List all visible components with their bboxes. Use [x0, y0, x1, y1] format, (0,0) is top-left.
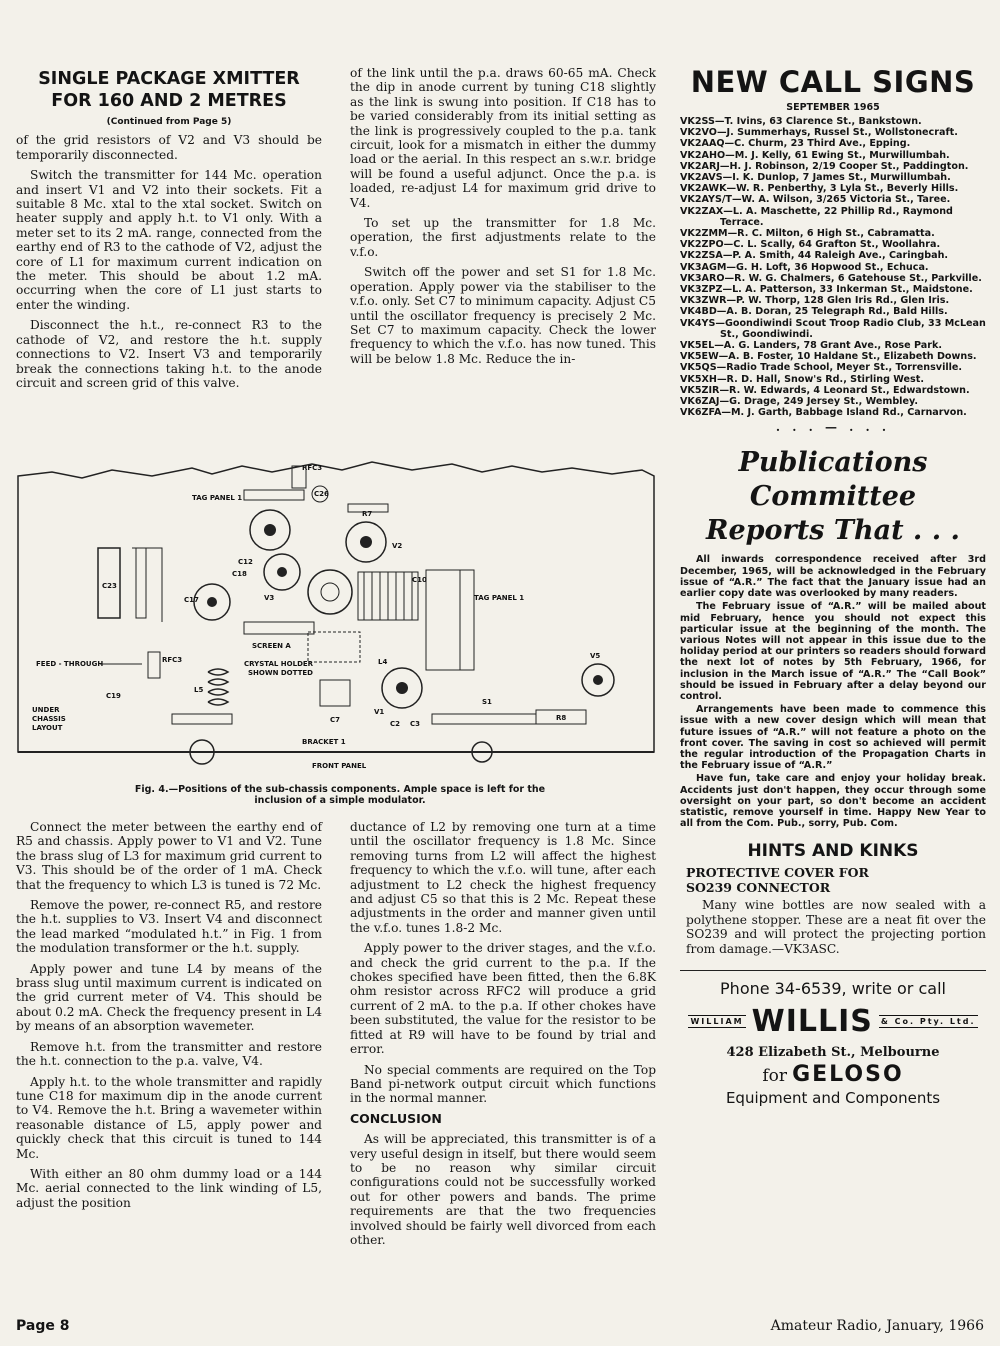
- publications-body: [680, 554, 986, 829]
- call-sign-list: [680, 116, 986, 418]
- new-call-signs-month: SEPTEMBER 1965: [786, 102, 880, 113]
- article-title-line-1: SINGLE PACKAGE XMITTER: [38, 69, 300, 89]
- publications-title: [680, 446, 986, 548]
- separator: . . . — . . .: [775, 420, 891, 435]
- paragraph: Apply power and tune L4 by means of the brass slug until maximum current is indicated on the grid current meter of V4. This should be about 0.2 mA. Check the frequency present in L4 by means of an absorption wavemeter.: [16, 961, 322, 1034]
- continued-note: (Continued from Page 5): [106, 117, 232, 127]
- list-item: VK3ZPZ—L. A. Patterson, 33 Inkerman St., Maidstone.: [680, 284, 973, 296]
- list-item: VK6ZAJ—G. Drage, 249 Jersey St., Wembley.: [680, 396, 918, 408]
- paragraph: of the link until the p.a. draws 60-65 mA. Check the dip in anode current by tuning C18 slightly as the link is swung into position. If C18 has to be varied considerably from its initial setting as the link is progressively coupled to the p.a. tank circuit, look for a mismatch in either the dummy load or the aerial. In this respect an s.w.r. bridge will be found a useful adjunct. Once the p.a. is loaded, re-adjust L4 for maximum grid drive to V4.: [350, 66, 656, 210]
- paragraph: No special comments are required on the Top Band pi-network output circuit which functions in the normal manner.: [350, 1062, 656, 1106]
- list-item: VK3AGM—G. H. Loft, 36 Hopwood St., Echuca.: [680, 261, 929, 273]
- label-under: UNDER: [32, 706, 60, 714]
- list-item: VK2AYS/T—W. A. Wilson, 3/265 Victoria St., Taree.: [680, 194, 951, 206]
- label-layout: LAYOUT: [32, 724, 63, 732]
- paragraph: Switch off the power and set S1 for 1.8 Mc. operation. Apply power via the stabiliser to the v.f.o. only. Set C7 to minimum capacity. Adjust C5 until the oscillator frequency is precisely 2 Mc. Set C7 to maximum capacity. Check the lower frequency to which the v.f.o. has now tuned. This will be below 1.8 Mc. Reduce the in-: [350, 265, 656, 366]
- label-r7: R7: [362, 510, 373, 518]
- list-item: VK3ZWR—P. W. Thorp, 128 Glen Iris Rd., Glen Iris.: [680, 295, 950, 307]
- list-item: VK2AHO—M. J. Kelly, 61 Ewing St., Murwillumbah.: [680, 149, 950, 161]
- label-bracket-1: BRACKET 1: [302, 738, 346, 746]
- paragraph: ductance of L2 by removing one turn at a time until the oscillator frequency is 1.8 Mc. Since removing turns from L2 will affect the highest frequency to which the v.f.o. will tune, after each adjustment to L2 check the highest frequency and adjust C5 so that this is 2 Mc. Repeat these adjustments in the order and manner given until the v.f.o. tunes 1.8-2 Mc.: [350, 820, 656, 935]
- list-item: VK2ZSA—P. A. Smith, 44 Raleigh Ave., Caringbah.: [680, 250, 949, 262]
- caption-line-2: inclusion of a simple modulator.: [254, 795, 426, 806]
- article-column-2-bottom: [350, 820, 656, 1253]
- issue-line: Amateur Radio, January, 1966: [770, 1318, 984, 1334]
- label-l5: L5: [194, 686, 204, 694]
- paragraph: of the grid resistors of V2 and V3 should be temporarily disconnected.: [16, 133, 322, 162]
- ad-willis-logo: [680, 1004, 986, 1039]
- paragraph: Remove the power, re-connect R5, and restore the h.t. supplies to V3. Insert V4 and disconnect the lead marked “modulated h.t.” in Fig. 1 from the modulation transformer or the h.t. supply.: [16, 898, 322, 956]
- article-column-1-bottom: [16, 820, 322, 1216]
- label-front-panel: FRONT PANEL: [312, 762, 367, 770]
- hints-body: Many wine bottles are now sealed with a polythene stopper. These are a neat fit over the SO239 and will protect the projecting portion from damage.—VK3ASC.: [686, 898, 986, 956]
- label-v3: V3: [264, 594, 275, 602]
- caption-line-1: Fig. 4.—Positions of the sub-chassis components. Ample space is left for the: [134, 784, 546, 795]
- article-title-line-2: FOR 160 AND 2 METRES: [51, 91, 287, 111]
- paragraph: Switch the transmitter for 144 Mc. operation and insert V1 and V2 into their sockets. Fit a suitable 8 Mc. xtal to the xtal socket. Switch on heater supply and apply h.t. to V1 only. With a meter set to its 2 mA. range, connected from the earthy end of R3 to the cathode of V2, adjust the core of L1 for maximum current indication on the meter. This should be about 1.2 mA. occurring when the core of L1 just starts to enter the winding.: [16, 168, 322, 312]
- list-item: VK5XH—R. D. Hall, Snow's Rd., Stirling West.: [680, 373, 924, 385]
- list-item: VK6ZFA—M. J. Garth, Babbage Island Rd., Carnarvon.: [680, 407, 967, 419]
- paragraph: The February issue of “A.R.” will be mailed about mid February, hence you should not expect this particular issue at the beginning of the month. The various Notes will not appear in this issue due to the holiday period at our printers so readers should forward the next lot of notes by 5th February, 1966, for inclusion in the March issue of “A.R.” The “Call Book” should be issued in February after a delay beyond our control.: [680, 601, 986, 702]
- right-column: [680, 64, 986, 1107]
- label-chassis: CHASSIS: [32, 715, 66, 723]
- list-item: VK5ZIR—R. W. Edwards, 4 Leonard St., Edwardstown.: [680, 384, 970, 396]
- list-item: VK5QS—Radio Trade School, Meyer St., Torrensville.: [680, 362, 963, 374]
- label-c26: C26: [314, 490, 329, 498]
- willis-advertisement: [680, 970, 986, 1107]
- list-item: VK2ZPO—C. L. Scally, 64 Grafton St., Woollahra.: [680, 239, 941, 251]
- label-screen-a: SCREEN A: [252, 642, 291, 650]
- list-item: VK2ZAX—L. A. Maschette, 22 Phillip Rd., Raymond Terrace.: [680, 205, 953, 228]
- label-c12: C12: [238, 558, 253, 566]
- hints-subtitle-line-2: SO239 CONNECTOR: [686, 880, 831, 896]
- list-item: VK2VO—J. Summerhays, Russel St., Wollstonecraft.: [680, 127, 958, 139]
- publications-title-line-2: Reports That . . .: [706, 515, 960, 547]
- label-s1: S1: [482, 698, 492, 706]
- label-l4: L4: [378, 658, 388, 666]
- label-r8: R8: [556, 714, 567, 722]
- ad-equipment: Equipment and Components: [725, 1088, 941, 1107]
- label-v1: V1: [374, 708, 385, 716]
- paragraph: With either an 80 ohm dummy load or a 144 Mc. aerial connected to the link winding of L5, adjust the position: [16, 1166, 322, 1210]
- paragraph: Have fun, take care and enjoy your holiday break. Accidents just don't happen, they occur through some oversight on your part, so don't become an accident statistic, remove yourself in time. Happy New Year to all from the Com. Pub., sorry, Pub. Com.: [680, 773, 986, 830]
- label-crystal-holder: CRYSTAL HOLDER: [244, 660, 314, 668]
- label-v5: V5: [590, 652, 601, 660]
- hints-subtitle-line-1: PROTECTIVE COVER FOR: [686, 865, 869, 881]
- paragraph: As will be appreciated, this transmitter is of a very useful design in itself, but there would seem to be no reason why similar circuit configurations could not be successfully worked out for other powers and bands. The prime requirements are that the two frequencies involved should be fairly well divorced from each other.: [350, 1132, 656, 1247]
- ad-geloso-line: [680, 1062, 986, 1087]
- article-column-1-top: [16, 68, 322, 396]
- label-c10: C10: [412, 576, 427, 584]
- label-tag-panel-1: TAG PANEL 1: [192, 494, 243, 502]
- ad-william: WILLIAM: [690, 1016, 744, 1026]
- ad-company: & Co. Pty. Ltd.: [880, 1016, 976, 1026]
- list-item: VK2ZMM—R. C. Milton, 6 High St., Cabramatta.: [680, 228, 935, 240]
- ad-for: for: [762, 1065, 787, 1086]
- label-c3: C3: [410, 720, 421, 728]
- paragraph: Connect the meter between the earthy end of R5 and chassis. Apply power to V1 and V2. Tune the brass slug of L3 for maximum grid current to V3. This should be of the order of 1 mA. Check that the frequency to which L3 is tuned is 72 Mc.: [16, 820, 322, 892]
- list-item: VK2AAQ—C. Churm, 23 Third Ave., Epping.: [680, 138, 911, 150]
- paragraph: Remove h.t. from the transmitter and restore the h.t. connection to the p.a. valve, V4.: [16, 1039, 322, 1069]
- ad-address: 428 Elizabeth St., Melbourne: [726, 1044, 940, 1060]
- list-item: VK5EL—A. G. Landers, 78 Grant Ave., Rose Park.: [680, 340, 942, 352]
- label-c19: C19: [106, 692, 121, 700]
- label-c7: C7: [330, 716, 341, 724]
- label-c2: C2: [390, 720, 401, 728]
- figure-caption: [60, 784, 620, 806]
- paragraph: To set up the transmitter for 1.8 Mc. operation, the first adjustments relate to the v.f.o.: [350, 216, 656, 259]
- label-c23: C23: [102, 582, 117, 590]
- list-item: VK4BD—A. B. Doran, 25 Telegraph Rd., Bald Hills.: [680, 306, 948, 318]
- under-chassis-diagram: [12, 452, 662, 794]
- label-c18: C18: [232, 570, 247, 578]
- conclusion-heading: CONCLUSION: [350, 1110, 442, 1126]
- paragraph: All inwards correspondence received after 3rd December, 1965, will be acknowledged in the February issue of “A.R.” The fact that the January issue had an earlier copy date was overlooked by many readers.: [680, 554, 986, 600]
- label-shown-dotted: SHOWN DOTTED: [248, 669, 313, 677]
- label-feed-through: FEED - THROUGH: [36, 660, 104, 668]
- label-c17: C17: [184, 596, 199, 604]
- label-tag-panel-1b: TAG PANEL 1: [474, 594, 525, 602]
- article-title: [16, 68, 322, 112]
- label-rfc3-left: RFC3: [162, 656, 183, 664]
- hints-title: HINTS AND KINKS: [747, 841, 919, 862]
- list-item: VK2AVS—I. K. Dunlop, 7 James St., Murwillumbah.: [680, 172, 951, 184]
- label-v2: V2: [392, 542, 403, 550]
- ad-phone: Phone 34-6539, write or call: [720, 978, 946, 998]
- article-column-2-top: [350, 66, 656, 372]
- new-call-signs-title: NEW CALL SIGNS: [690, 65, 976, 99]
- list-item: VK4YS—Goondiwindi Scout Troop Radio Club, 33 McLean St., Goondiwindi.: [680, 317, 986, 340]
- hints-subtitle: [686, 865, 986, 895]
- paragraph: Apply power to the driver stages, and the v.f.o. and check the grid current to the p.a. If the chokes specified have been fitted, then the 6.8K ohm resistor across RFC2 will produce a grid current of 2 mA. to the p.a. If other chokes have been substituted, the value for the resistor to be fitted at R9 will have to be found by trial and error.: [350, 941, 656, 1057]
- page-number: Page 8: [16, 1318, 70, 1334]
- list-item: VK2ARJ—H. J. Robinson, 2/19 Cooper St., Paddington.: [680, 160, 969, 172]
- list-item: VK5EW—A. B. Foster, 10 Haldane St., Elizabeth Downs.: [680, 351, 977, 363]
- label-rfc3-top: RFC3: [302, 464, 323, 472]
- paragraph: Apply h.t. to the whole transmitter and rapidly tune C18 for maximum dip in the anode current to V4. Remove the h.t. Bring a wavemeter within reasonable distance of L5, apply power and quickly check that this circuit is tuned to 144 Mc.: [16, 1074, 322, 1161]
- ad-geloso: GELOSO: [792, 1061, 904, 1087]
- paragraph: Arrangements have been made to commence this issue with a new cover design which will mean that future issues of “A.R.” will not feature a photo on the front cover. The saving in cost so achieved will permit the regular introduction of the Propagation Charts in the February issue of “A.R.”: [680, 704, 986, 772]
- ad-willis: WILLIS: [751, 1003, 873, 1039]
- publications-title-line-1: Publications Committee: [738, 447, 928, 513]
- list-item: VK2AWK—W. R. Penberthy, 3 Lyla St., Beverly Hills.: [680, 183, 959, 195]
- list-item: VK3ARO—R. W. G. Chalmers, 6 Gatehouse St., Parkville.: [680, 272, 982, 284]
- paragraph: Disconnect the h.t., re-connect R3 to the cathode of V2, and restore the h.t. supply connections to V2. Insert V3 and temporarily break the connections taking h.t. to the anode circuit and screen grid of this valve.: [16, 318, 322, 390]
- list-item: VK2SS—T. Ivins, 63 Clarence St., Bankstown.: [680, 116, 922, 127]
